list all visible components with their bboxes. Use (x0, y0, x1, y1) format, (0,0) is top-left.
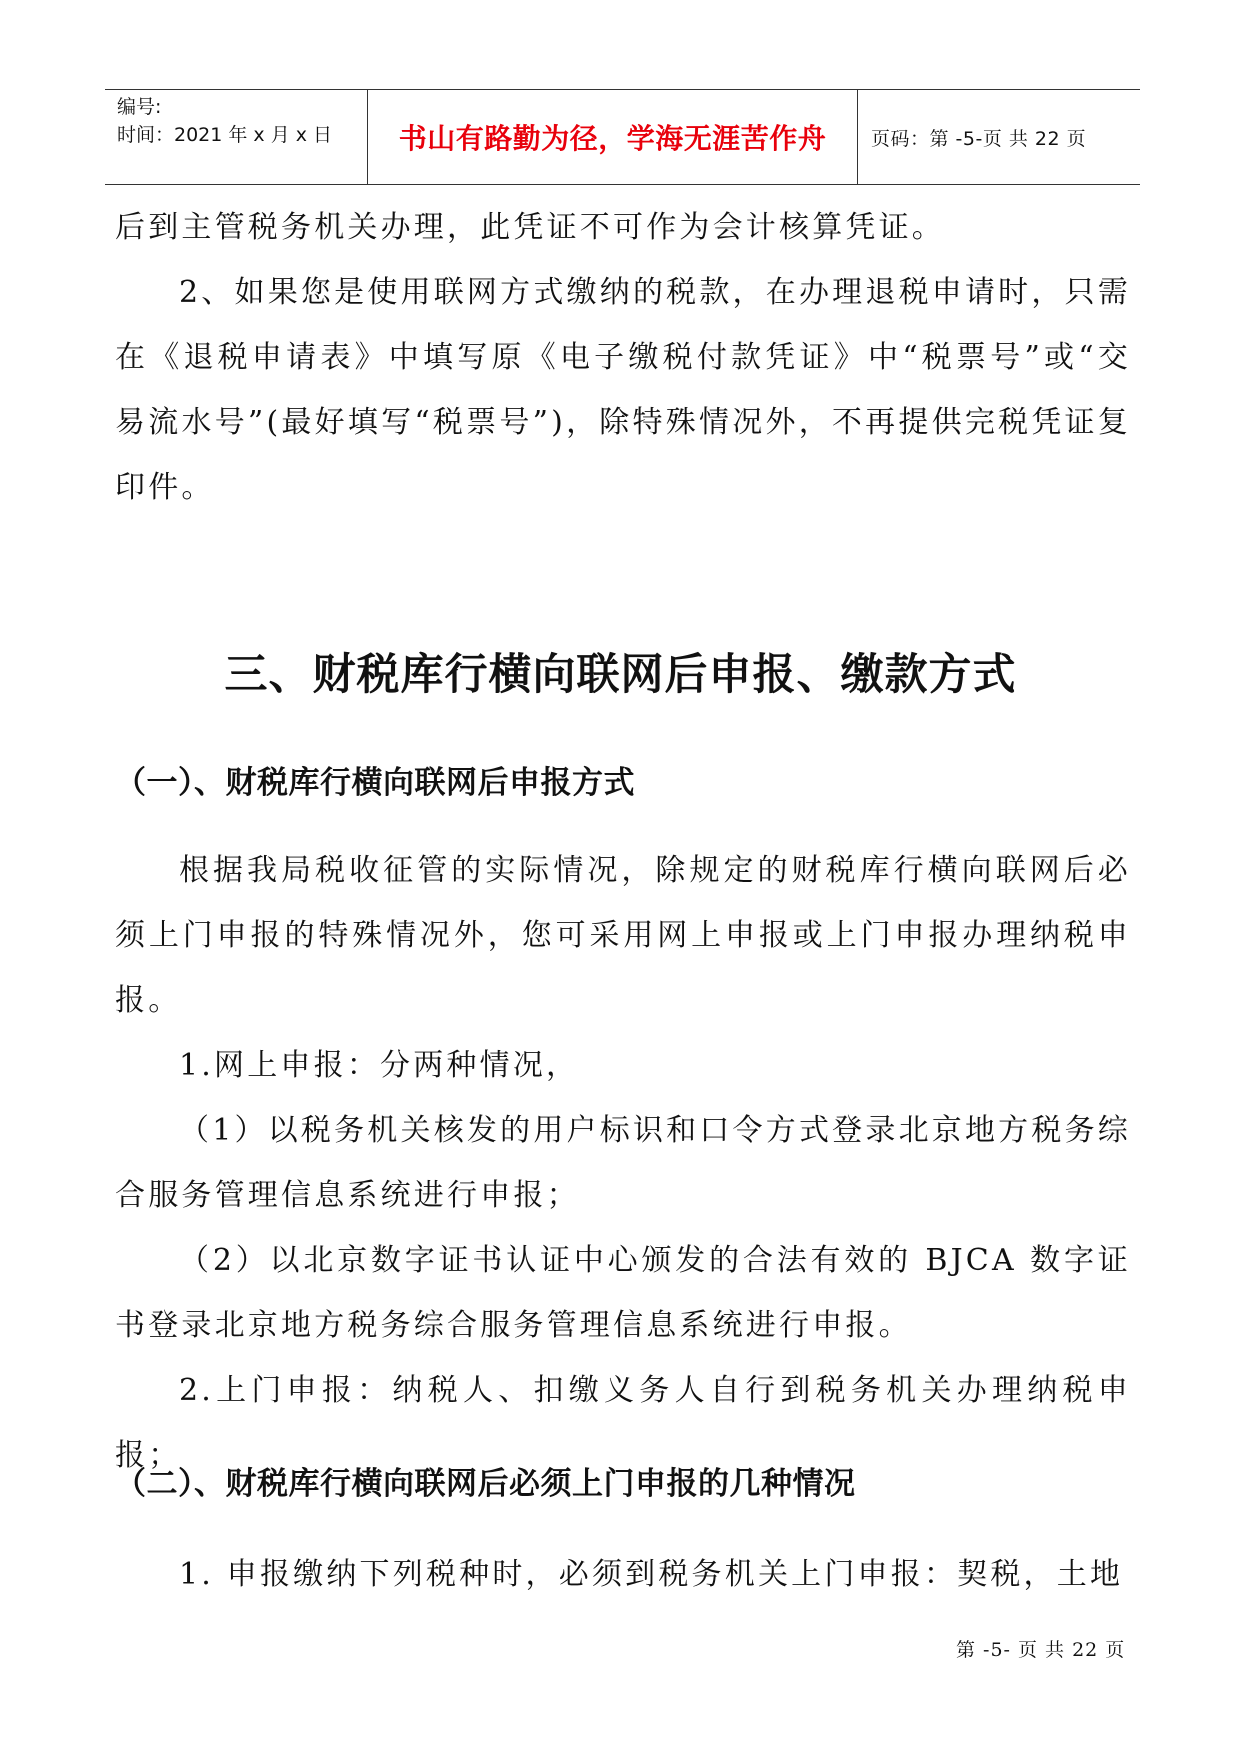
header-number-label: 编号: (117, 96, 162, 118)
paragraph: （2）以北京数字证书认证中心颁发的合法有效的 BJCA 数字证书登录北京地方税务综合服务管理信息系统进行申报。 (115, 1243, 1131, 1343)
top-text-block (115, 195, 1131, 520)
header-meta (105, 90, 368, 184)
paragraph: 1.网上申报：分两种情况， (179, 1048, 580, 1083)
section-title: 三、财税库行横向联网后申报、缴款方式 (224, 650, 1017, 700)
paragraph: 后到主管税务机关办理，此凭证不可作为会计核算凭证。 (115, 210, 945, 245)
subsection-2-body (115, 1542, 1131, 1607)
header-motto: 书山有路勤为径，学海无涯苦作舟 (368, 90, 858, 184)
paragraph: 2、如果您是使用联网方式缴纳的税款，在办理退税申请时，只需在《退税申请表》中填写原《电子缴税付款凭证》中“税票号”或“交易流水号”(最好填写“税票号”)，除特殊情况外，不再提供完税凭证复印件。 (115, 275, 1131, 505)
subsection-title-1: （一）、财税库行横向联网后申报方式 (115, 765, 635, 801)
header-page-label: 页码：第 -5-页 共 22 页 (871, 127, 1087, 150)
subsection-title-2: （二）、财税库行横向联网后必须上门申报的几种情况 (115, 1466, 856, 1502)
header-time-label: 时间：2021 年 x 月 x 日 (117, 124, 333, 146)
page-header (105, 89, 1140, 185)
paragraph: 2.上门申报：纳税人、扣缴义务人自行到税务机关办理纳税申报； (115, 1373, 1131, 1473)
paragraph: 根据我局税收征管的实际情况，除规定的财税库行横向联网后必须上门申报的特殊情况外，您可采用网上申报或上门申报办理纳税申报。 (115, 853, 1131, 1018)
paragraph: 1. 申报缴纳下列税种时，必须到税务机关上门申报：契税，土地 (179, 1557, 1124, 1592)
subsection-1-body (115, 838, 1131, 1488)
page-footer: 第 -5- 页 共 22 页 (956, 1639, 1126, 1661)
paragraph: （1）以税务机关核发的用户标识和口令方式登录北京地方税务综合服务管理信息系统进行申报； (115, 1113, 1131, 1213)
